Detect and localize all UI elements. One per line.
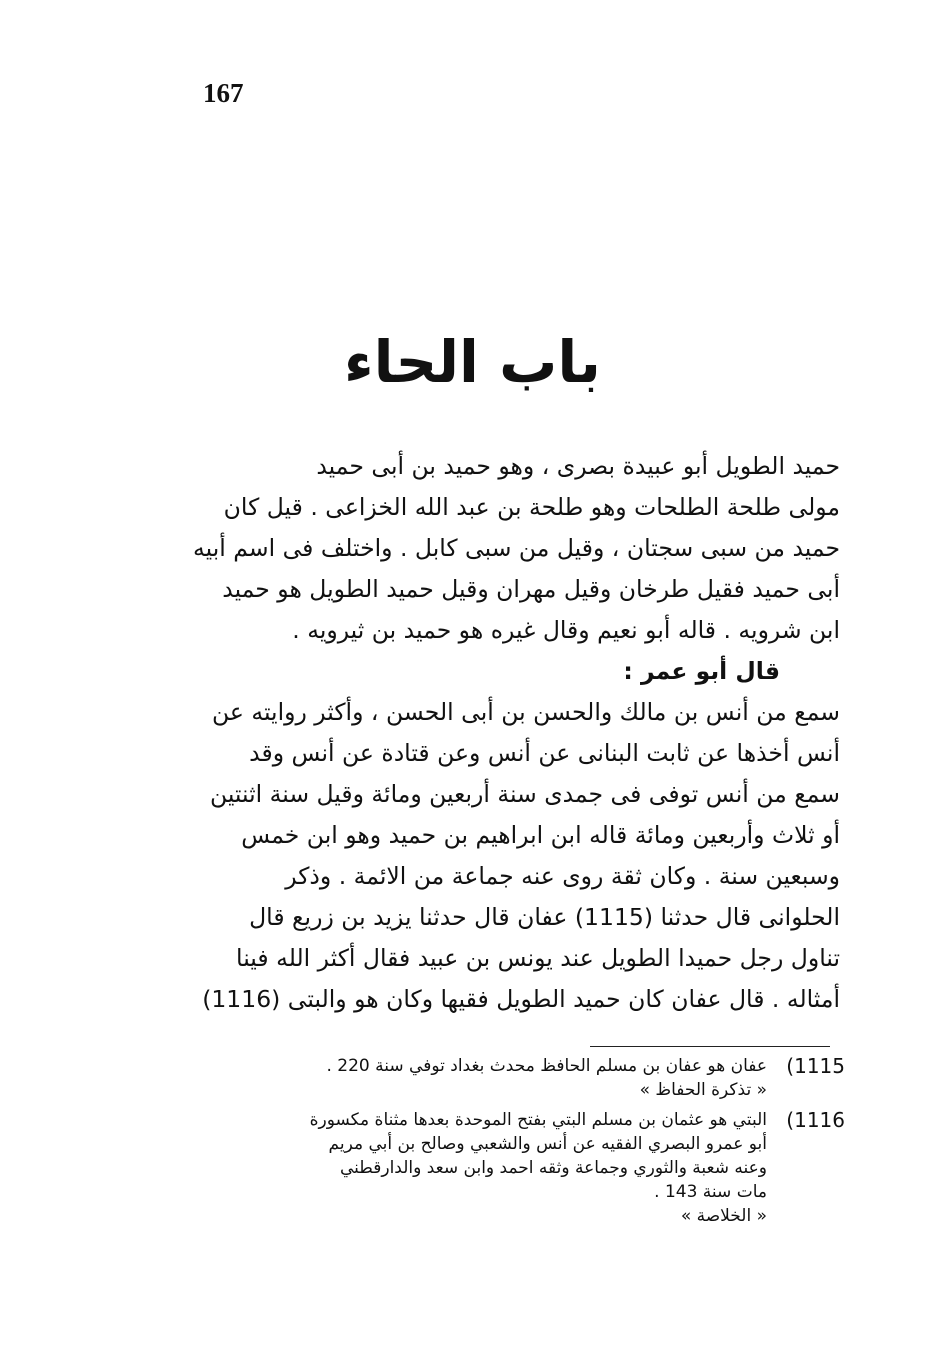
footnote-line: « تذكرة الحفاظ » — [639, 1080, 767, 1100]
footnote-marker: 1115) — [786, 1054, 845, 1078]
text-line: سمع من أنس توفى فى جمدى سنة أربعين ومائة وقيل سنة اثنتين — [209, 780, 840, 808]
footnote-marker: 1116) — [786, 1108, 845, 1132]
footnote-1115 — [160, 1054, 845, 1102]
footnote-line: مات سنة 143 . — [654, 1182, 767, 1202]
footnote-body — [160, 1108, 767, 1228]
section-heading: قال أبو عمر : — [623, 657, 780, 685]
chapter-title: باب الحاء — [344, 328, 601, 396]
text-line: أو ثلاث وأربعين ومائة قاله ابن ابراهيم بن حميد وهو ابن خمس — [241, 821, 840, 849]
text-line: حميد من سبى سجتان ، وقيل من سبى كابل . واختلف فى اسم أبيه — [193, 534, 840, 562]
text-line: حميد الطويل أبو عبيدة بصرى ، وهو حميد بن أبى حميد — [316, 452, 840, 480]
footnote-line: وعنه شعبة والثوري وجماعة وثقه احمد وابن سعد والدارقطني — [340, 1158, 767, 1178]
footnotes — [160, 1054, 845, 1234]
text-line: تناول رجل حميدا الطويل عند يونس بن عبيد فقال أكثر الله فينا — [236, 944, 840, 972]
footnote-body — [160, 1054, 767, 1102]
text-line: أنس أخذها عن ثابت البنانى عن أنس وعن قتادة عن أنس وقد — [249, 739, 840, 767]
footnote-line: « الخلاصة » — [680, 1206, 767, 1226]
text-line: مولى طلحة الطلحات وهو طلحة بن عبد الله الخزاعى . قيل كان — [223, 493, 840, 521]
text-line: أمثاله . قال عفان كان حميد الطويل فقيها وكان هو والبتى (1116) — [202, 985, 840, 1013]
page-number: 167 — [203, 78, 244, 108]
text-line: الحلوانى قال حدثنا (1115) عفان قال حدثنا يزيد بن زريع قال — [249, 903, 840, 931]
footnote-line: أبو عمرو البصري الفقيه عن أنس والشعبي وصالح بن أبي مريم — [328, 1134, 767, 1154]
footnote-1116 — [160, 1108, 845, 1228]
footnote-line: البتي هو عثمان بن مسلم البتي بفتح الموحدة بعدها مثناة مكسورة — [309, 1110, 767, 1130]
text-line: وسبعين سنة . وكان ثقة روى عنه جماعة من الائمة . وذكر — [285, 862, 840, 890]
main-text — [165, 446, 840, 1020]
text-line: سمع من أنس بن مالك والحسن بن أبى الحسن ، وأكثر روايته عن — [211, 698, 840, 726]
text-line: ابن شرويه . قاله أبو نعيم وقال غيره هو حميد بن ثيرويه . — [292, 616, 840, 644]
footnote-line: عفان هو عفان بن مسلم الحافظ محدث بغداد توفي سنة 220 . — [326, 1056, 767, 1076]
text-line: أبى حميد فقيل طرخان وقيل مهران وقيل حميد الطويل هو حميد — [222, 575, 840, 603]
footnote-divider — [590, 1046, 830, 1047]
